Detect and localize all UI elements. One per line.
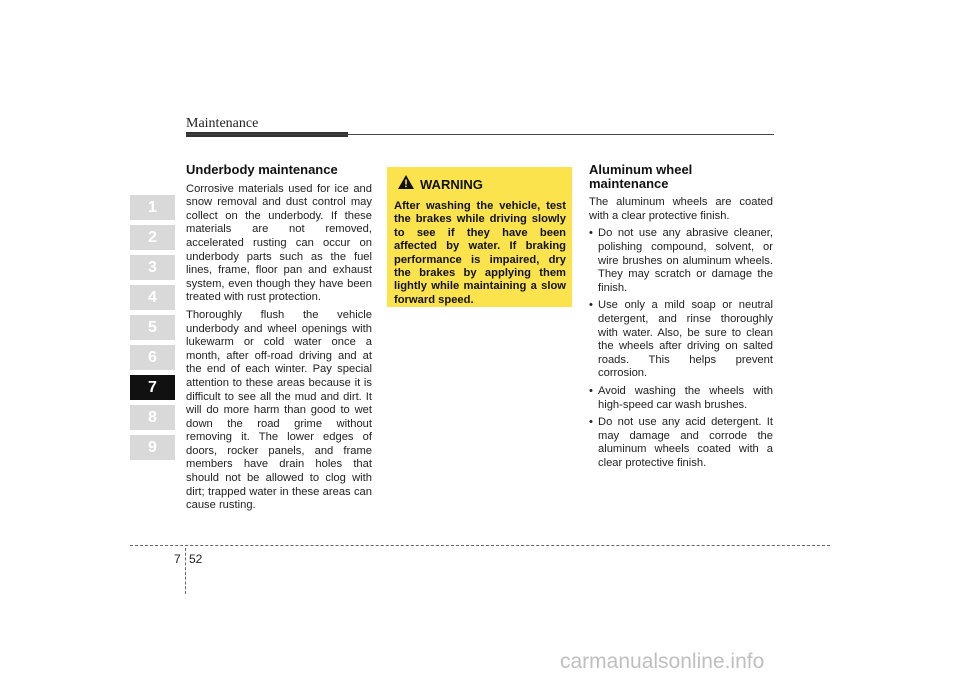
list-item: • Avoid washing the wheels with high-speed car wash brushes. [589,385,773,412]
footer-rule [130,545,830,546]
underbody-paragraph-2: Thoroughly flush the vehicle underbody and wheel openings with lukewarm or cold water once a month, after off-road driving and at the end of each winter. Pay special attention to these areas because it is difficult to see all the mud and dirt. It will do more harm than good to wet down the road grime without removing it. The lower edges of doors, rocker panels, and frame members have drain holes that should not be allowed to clog with dirt; trapped water in these areas can cause rusting. [186,308,372,512]
warning-box [387,167,572,307]
warning-header [398,175,566,194]
page-number: 52 [189,552,203,566]
aluminum-wheel-intro: The aluminum wheels are coated with a clear protective finish. [589,196,773,222]
aluminum-wheel-section [589,163,773,474]
chapter-tab-5[interactable]: 5 [130,315,175,340]
underbody-paragraph-1: Corrosive materials used for ice and snow removal and dust control may collect on the underbody. If these materials are not removed, accelerated rusting can occur on underbody parts such as the fuel lines, frame, floor pan and exhaust system, even though they have been treated with rust protection. [186,182,372,304]
chapter-tab-8[interactable]: 8 [130,405,175,430]
section-title: Maintenance [186,116,259,131]
page-chapter-number: 7 [174,552,181,566]
warning-text: After washing the vehicle, test the brakes while driving slowly to see if they have been affected by water. If braking performance is impaired, dry the brakes by applying them lightly while maintaining a slow forward speed. [394,200,566,306]
aluminum-wheel-list [589,227,773,470]
header-rule [186,134,774,135]
chapter-tab-4[interactable]: 4 [130,285,175,310]
warning-triangle-icon [398,175,414,194]
list-item: • Do not use any acid detergent. It may damage and corrode the aluminum wheels coated with a clear protective finish. [589,416,773,470]
chapter-tab-1[interactable]: 1 [130,195,175,220]
underbody-section [186,163,372,517]
warning-title: WARNING [420,177,483,192]
watermark: carmanualsonline.info [560,650,765,673]
aluminum-wheel-heading: Aluminum wheel maintenance [589,162,693,191]
underbody-heading: Underbody maintenance [186,162,338,177]
footer-divider [185,548,186,594]
list-item: • Do not use any abrasive cleaner, polishing compound, solvent, or wire brushes on aluminum wheels. They may scratch or damage the finish. [589,227,773,295]
chapter-tab-6[interactable]: 6 [130,345,175,370]
chapter-tab-7-active[interactable]: 7 [130,375,175,400]
chapter-tab-3[interactable]: 3 [130,255,175,280]
chapter-tabs [130,195,175,465]
list-item: • Use only a mild soap or neutral detergent, and rinse thoroughly with water. Also, be sure to clean the wheels after driving on salted roads. This helps prevent corrosion. [589,299,773,381]
chapter-tab-9[interactable]: 9 [130,435,175,460]
chapter-tab-2[interactable]: 2 [130,225,175,250]
